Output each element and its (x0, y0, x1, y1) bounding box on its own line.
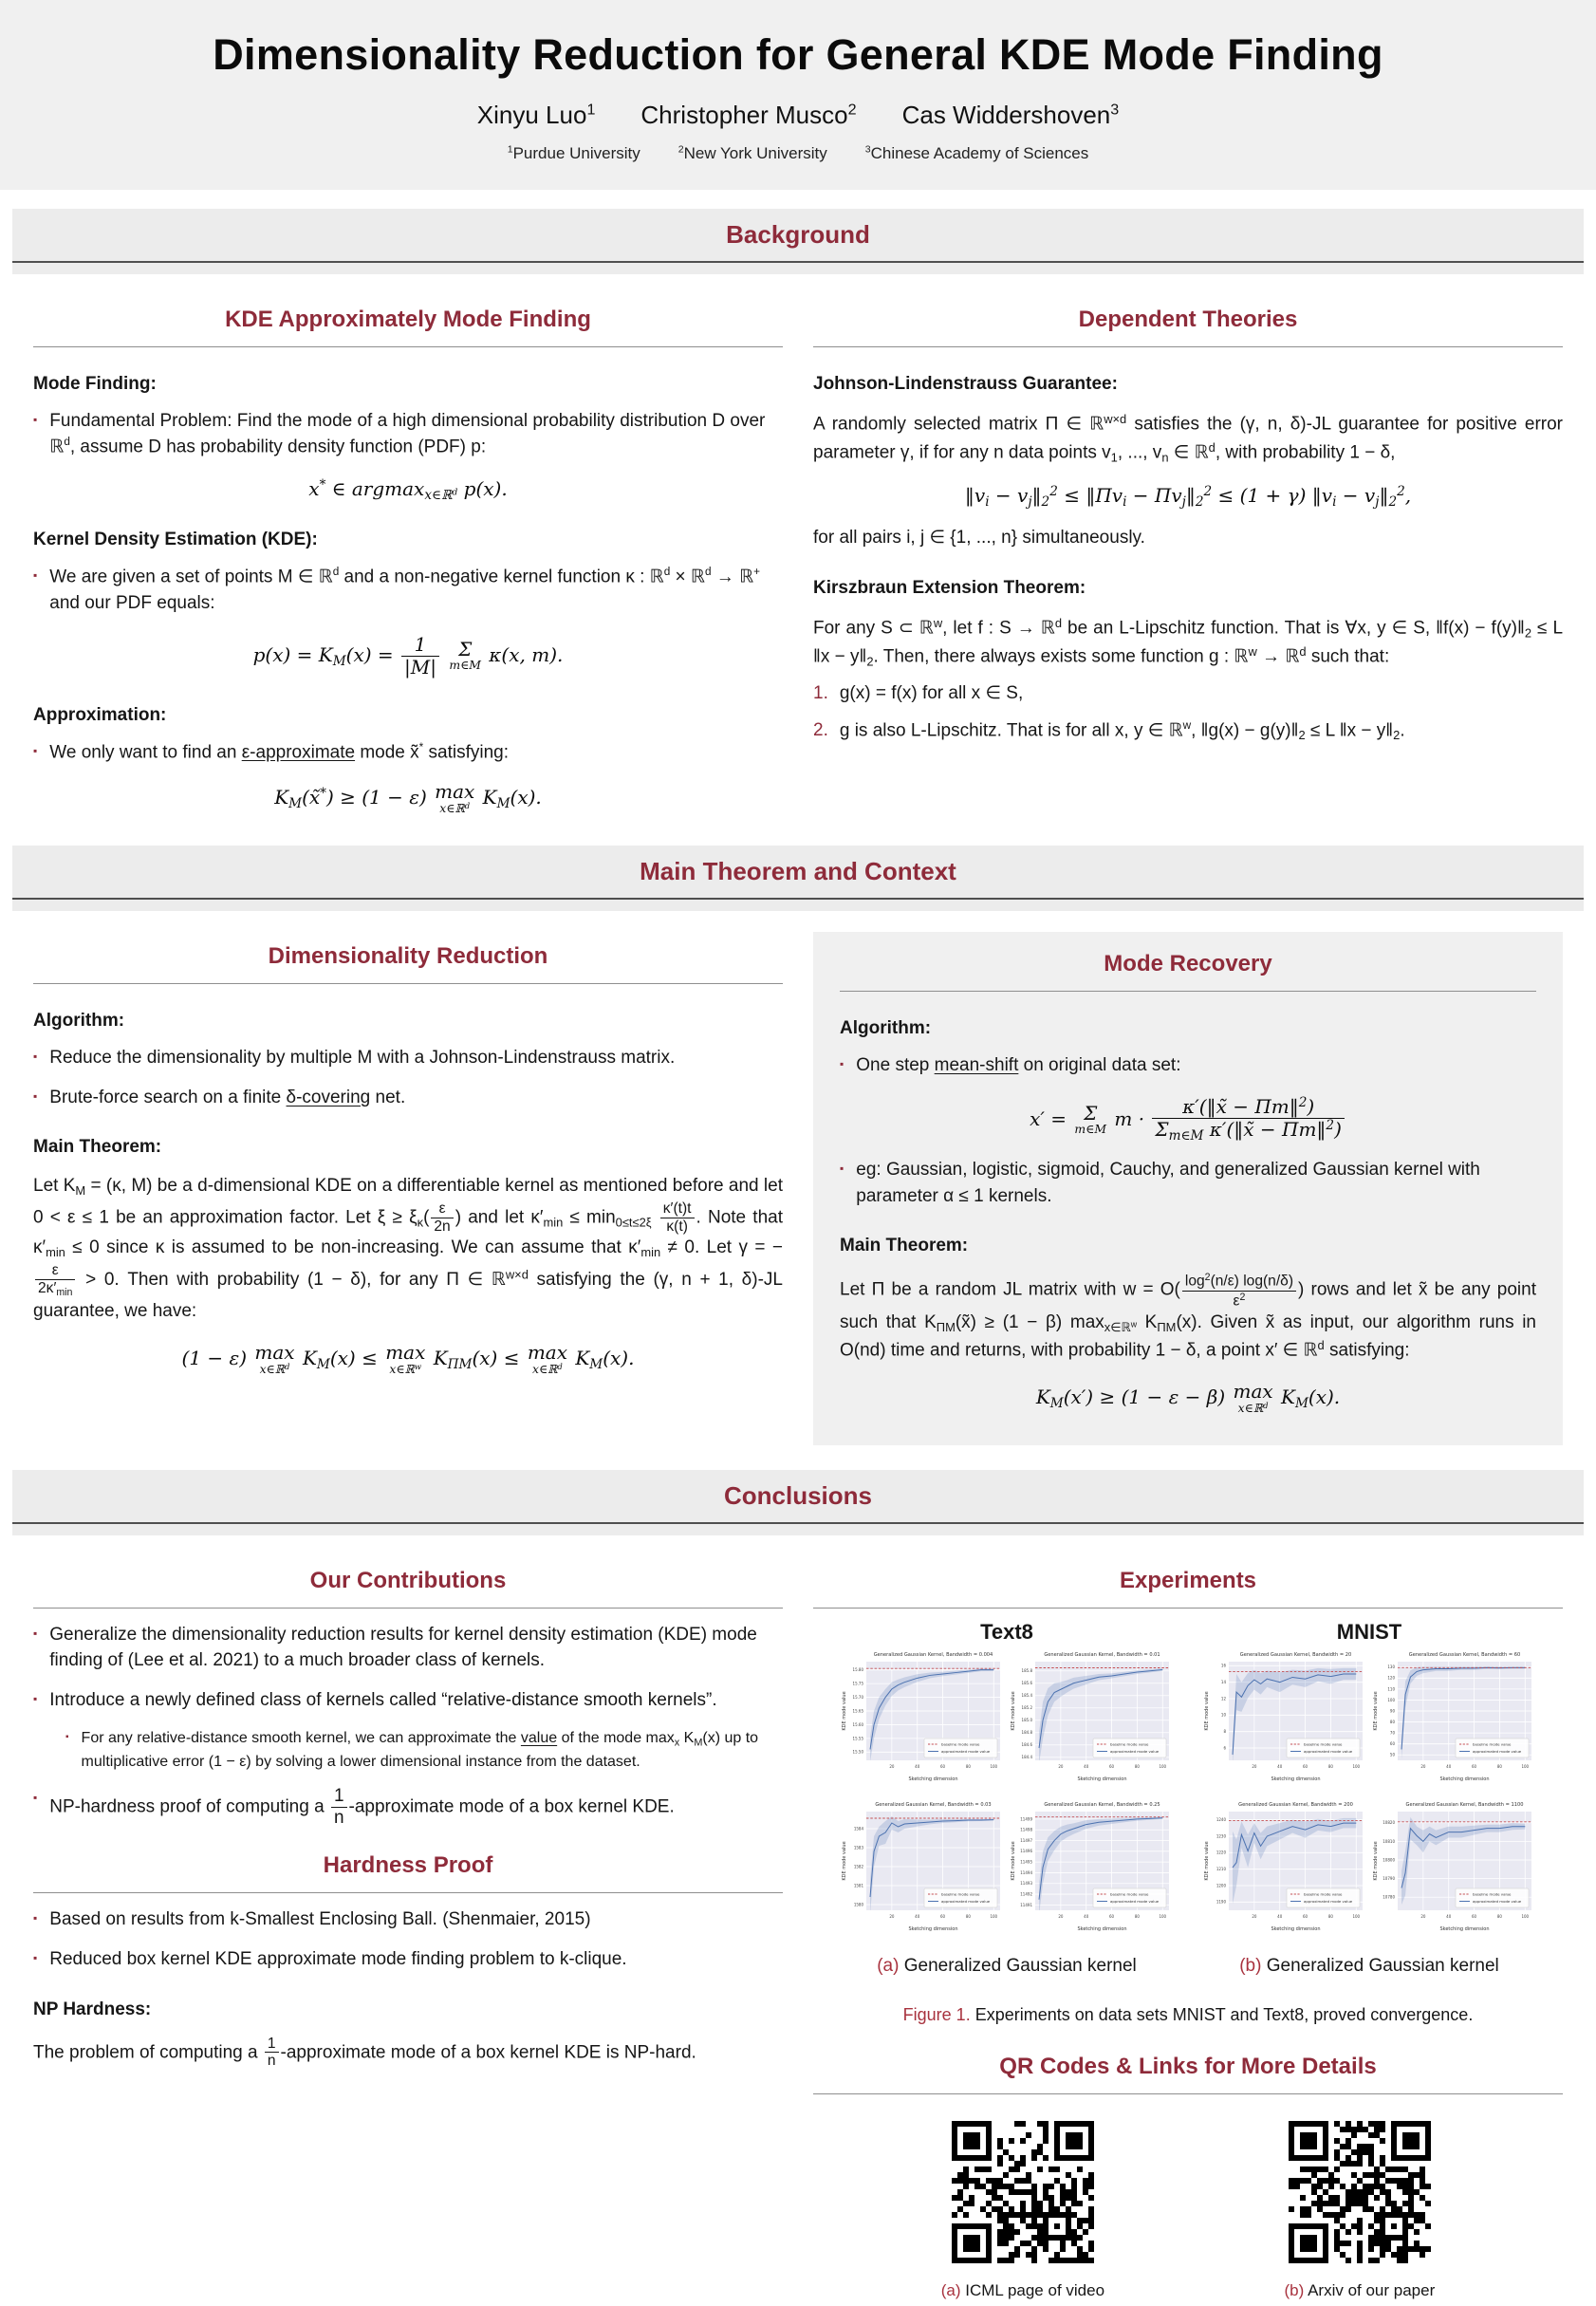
svg-text:11497: 11497 (1020, 1837, 1032, 1843)
svg-text:approximated mode value: approximated mode value (1304, 1898, 1353, 1904)
svg-text:60: 60 (1109, 1763, 1115, 1769)
author: Cas Widdershoven$^3$ (901, 101, 1120, 129)
affiliation: $^2$New York University (677, 143, 827, 162)
svg-text:10820: 10820 (1383, 1820, 1395, 1826)
svg-text:15.60: 15.60 (852, 1721, 863, 1727)
bullet-icon: ▪ (33, 568, 38, 583)
experiment-subplot (1007, 1646, 1176, 1796)
svg-text:185.4: 185.4 (1021, 1693, 1032, 1699)
qr-caption: (b) Arxiv of our paper (1284, 2280, 1436, 2299)
svg-text:11495: 11495 (1020, 1859, 1032, 1865)
bullet-item: ▪ Reduce the dimensionality by multiple M with a Johnson-Lindenstrauss matrix. (33, 1045, 783, 1071)
svg-text:40: 40 (915, 1913, 920, 1919)
section-band-main-theorem (12, 846, 1584, 900)
svg-text:Generalized Gaussian Kernel, B: Generalized Gaussian Kernel, Bandwidth = 0.25 (1044, 1801, 1160, 1808)
bullet-icon: ▪ (65, 1731, 69, 1742)
svg-text:baseline mode value: baseline mode value (941, 1741, 980, 1747)
svg-text:1583: 1583 (853, 1845, 863, 1850)
svg-text:184.6: 184.6 (1021, 1742, 1032, 1748)
svg-text:1190: 1190 (1216, 1899, 1226, 1905)
svg-text:Sketching dimension: Sketching dimension (1271, 1776, 1321, 1782)
plot-grid (1200, 1646, 1538, 1946)
author: Christopher Musco$^2$ (640, 101, 857, 129)
equation-mean-shift: x′ = Σ m∈M m · $\frac{\kappa'(‖x̃ - \Pi m‖^2)}{\Sigma_{m\in M} \kappa'(‖x̃ - \Pi m‖^2)}$ (840, 1096, 1536, 1144)
svg-text:8: 8 (1223, 1728, 1226, 1734)
kirszbraun-text: For any S ⊂ ℝ$^w$, let f : S → ℝ$^d$ be an L-Lipschitz function. That is ∀x, y ∈ S, ‖f(x) − $f(y)‖_2 \le L$ ‖x − $y‖_2$. Then, there always exists some function g : ℝ$^w$ → ℝ$^d$ such that: (813, 616, 1564, 669)
kde-label: Kernel Density Estimation (KDE): (33, 530, 318, 550)
main-theorem-columns (0, 911, 1596, 1451)
bullet-item: ▪ Generalize the dimensionality reduction results for kernel density estimation (KDE) mode finding of (Lee et al. 2021) to a much broader class of kernels. (33, 1622, 783, 1674)
column-header: Our Contributions (309, 1567, 507, 1593)
svg-text:60: 60 (1303, 1913, 1308, 1919)
svg-text:approximated mode value: approximated mode value (1110, 1898, 1160, 1904)
bullet-item: ▪ NP-hardness proof of computing a $\frac{1}{n}$ -approximate mode of a box kernel KDE. (33, 1785, 675, 1828)
svg-text:60: 60 (1472, 1913, 1477, 1919)
svg-text:100: 100 (1387, 1697, 1395, 1702)
experiment-subplot (838, 1646, 1007, 1796)
equation-approx-mode: $K_M(x̃^*) \ge (1 - \varepsilon)$ max x∈ℝ$^d$ $K_M(x)$. (274, 780, 542, 816)
svg-text:100: 100 (1159, 1763, 1167, 1769)
svg-text:185.0: 185.0 (1021, 1718, 1032, 1723)
svg-text:185.8: 185.8 (1021, 1668, 1032, 1674)
section-band-conclusions (12, 1470, 1584, 1524)
section-title: Background (726, 219, 870, 249)
subcaption: (b) Generalized Gaussian kernel (1239, 1955, 1499, 1976)
main-theorem-text: Let $K_M = (\kappa$, M) be a d-dimensional KDE on a differentiable kernel as mentioned before and let 0 < ε ≤ 1 be an approximation factor. Let $\xi \ge \xi_\kappa$( $\frac{\varepsilon}{2n}$ ) and let $\kappa'_{min} \le \min_{0\le t\le 2\xi}$ $\frac{\kappa'(t)t}{\kappa(t)}$ . Note that $\kappa'_{min} \le 0$ since κ is assumed to be non-increasing. We can assume that $\kappa'_{min} \ne 0$. Let γ = − $\frac{\varepsilon}{2\kappa'_{min}}$ > 0. Then with probability (1 − δ), for any Π ∈ ℝ$^{w\times d}$ satisfying the (γ, n + 1, δ)-JL guarantee, we have: (33, 1176, 784, 1322)
mode-recovery-box (813, 932, 1563, 1445)
svg-text:20: 20 (1058, 1763, 1064, 1769)
svg-text:Sketching dimension: Sketching dimension (1077, 1925, 1127, 1932)
svg-text:1240: 1240 (1216, 1816, 1226, 1822)
svg-text:KDE mode value: KDE mode value (1373, 1841, 1379, 1881)
bullet-item: ▪ Based on results from k-Smallest Enclosing Ball. (Shenmaier, 2015) (33, 1906, 783, 1933)
svg-text:20: 20 (1058, 1913, 1064, 1919)
experiment-groups (813, 1620, 1563, 1977)
np-hardness-text: The problem of computing a $\frac{1}{n}$ -approximate mode of a box kernel KDE is NP-hard. (33, 2035, 696, 2070)
svg-text:Sketching dimension: Sketching dimension (908, 1925, 958, 1932)
experiment-subplot (1007, 1796, 1176, 1946)
header-rule (813, 2093, 1563, 2094)
column-header: Mode Recovery (1104, 951, 1272, 977)
main-theorem-label: Main Theorem: (33, 1137, 162, 1158)
svg-text:80: 80 (1327, 1913, 1333, 1919)
svg-text:12: 12 (1220, 1696, 1226, 1702)
svg-text:baseline mode value: baseline mode value (1110, 1891, 1149, 1897)
svg-text:40: 40 (1446, 1763, 1452, 1769)
svg-text:1210: 1210 (1216, 1866, 1226, 1871)
svg-text:20: 20 (1252, 1913, 1257, 1919)
svg-text:184.4: 184.4 (1021, 1755, 1032, 1760)
svg-text:40: 40 (1084, 1763, 1089, 1769)
svg-text:1200: 1200 (1216, 1883, 1226, 1888)
svg-text:20: 20 (1420, 1763, 1426, 1769)
jl-after-text: for all pairs i, j ∈ {1, ..., n} simultaneously. (813, 527, 1145, 548)
experiment-subplot (1369, 1796, 1538, 1946)
bullet-icon: ▪ (840, 1057, 844, 1071)
svg-text:approximated mode value: approximated mode value (1473, 1748, 1522, 1754)
svg-text:11496: 11496 (1020, 1849, 1032, 1854)
affiliation-list (0, 143, 1596, 163)
column-header: KDE Approximately Mode Finding (225, 306, 591, 332)
plot-grid (838, 1646, 1176, 1946)
svg-text:110: 110 (1387, 1686, 1395, 1692)
jl-guarantee-label: Johnson-Lindenstrauss Guarantee: (813, 373, 1118, 394)
svg-text:15.55: 15.55 (852, 1736, 863, 1741)
svg-text:15.65: 15.65 (852, 1708, 863, 1714)
main-theorem-label: Main Theorem: (840, 1236, 969, 1256)
subcaption: (a) Generalized Gaussian kernel (877, 1955, 1137, 1976)
svg-text:KDE mode value: KDE mode value (1373, 1691, 1379, 1731)
svg-text:80: 80 (1496, 1913, 1502, 1919)
svg-text:approximated mode value: approximated mode value (1473, 1898, 1522, 1904)
dataset-title: MNIST (1336, 1619, 1402, 1644)
equation-jl: $‖v_i$ − $v_j‖_2^2$ ≤ $‖\Pi v_i$ − $\Pi v_j‖_2^2 \le (1 + \gamma)$ $‖v_i$ − $v_j‖_2^2$, (964, 483, 1412, 510)
svg-text:Generalized Gaussian Kernel, B: Generalized Gaussian Kernel, Bandwidth = 200 (1238, 1801, 1353, 1808)
author: Xinyu Luo$^1$ (476, 101, 596, 129)
bullet-item: ▪ Reduced box kernel KDE approximate mode finding problem to k-clique. (33, 1946, 783, 1973)
qr-item-video (941, 2121, 1104, 2300)
svg-text:1580: 1580 (853, 1902, 863, 1907)
svg-text:10780: 10780 (1383, 1894, 1395, 1900)
svg-text:Generalized Gaussian Kernel, B: Generalized Gaussian Kernel, Bandwidth = 0.01 (1044, 1651, 1160, 1658)
numbered-item: 1. g(x) = f(x) for all x ∈ S, (813, 683, 1024, 704)
svg-text:60: 60 (1109, 1913, 1115, 1919)
svg-text:185.2: 185.2 (1021, 1705, 1032, 1711)
svg-text:60: 60 (1389, 1740, 1395, 1746)
experiments-column (813, 1556, 1563, 2300)
section-title: Main Theorem and Context (640, 857, 956, 886)
dependent-theories-column (813, 295, 1563, 745)
qr-item-arxiv (1285, 2121, 1436, 2300)
header-rule (33, 983, 783, 984)
svg-text:11491: 11491 (1020, 1902, 1032, 1907)
svg-text:6: 6 (1223, 1745, 1226, 1751)
algorithm-label: Algorithm: (840, 1018, 932, 1039)
equation-sandwich: (1 − ε) max x∈ℝ$^d$ $K_M(x)$ ≤ max x∈ℝ$^w$ $K_{\Pi M}(x)$ ≤ max x∈ℝ$^d$ $K_M(x)$. (181, 1340, 635, 1376)
svg-text:80: 80 (1134, 1913, 1140, 1919)
bullet-icon: ▪ (33, 1691, 38, 1705)
svg-text:Generalized Gaussian Kernel, B: Generalized Gaussian Kernel, Bandwidth = 1100 (1405, 1801, 1524, 1808)
qr-code-arxiv-paper (1289, 2121, 1431, 2263)
bullet-icon: ▪ (33, 1911, 38, 1925)
experiment-subplot (1200, 1646, 1369, 1796)
svg-text:80: 80 (1496, 1763, 1502, 1769)
column-header: Hardness Proof (323, 1852, 493, 1879)
section-band-tail (12, 1524, 1584, 1535)
svg-text:baseline mode value: baseline mode value (1304, 1891, 1343, 1897)
poster-title: Dimensionality Reduction for General KDE Mode Finding (213, 30, 1383, 79)
svg-text:11499: 11499 (1020, 1816, 1032, 1822)
mode-recovery-column (813, 932, 1563, 1445)
svg-text:KDE mode value: KDE mode value (1204, 1691, 1210, 1731)
bullet-icon: ▪ (33, 1790, 38, 1804)
mode-finding-label: Mode Finding: (33, 373, 157, 394)
svg-text:80: 80 (965, 1913, 971, 1919)
column-header: Dimensionality Reduction (268, 943, 548, 970)
svg-text:KDE mode value: KDE mode value (1204, 1841, 1210, 1881)
svg-text:60: 60 (940, 1763, 946, 1769)
svg-text:40: 40 (1084, 1913, 1089, 1919)
bullet-icon: ▪ (33, 1050, 38, 1064)
svg-text:Generalized Gaussian Kernel, B: Generalized Gaussian Kernel, Bandwidth = 0.03 (875, 1801, 992, 1808)
bullet-item: ▪ Introduce a newly defined class of kernels called “relative-distance smooth kernels”. (33, 1687, 783, 1714)
algorithm-label: Algorithm: (33, 1011, 125, 1032)
equation-recovery: $K_M(x') \ge (1 - \varepsilon - \beta)$ max x∈ℝ$^d$ $K_M(x)$. (1035, 1380, 1341, 1416)
svg-text:80: 80 (1134, 1763, 1140, 1769)
qr-code-icml-video (952, 2121, 1094, 2263)
svg-text:Sketching dimension: Sketching dimension (1439, 1925, 1490, 1932)
svg-text:40: 40 (915, 1763, 920, 1769)
contributions-column (33, 1556, 783, 2070)
bullet-icon: ▪ (33, 1626, 38, 1640)
header-rule (813, 346, 1563, 347)
svg-text:40: 40 (1446, 1913, 1452, 1919)
experiment-subplot (1200, 1796, 1369, 1946)
svg-text:16: 16 (1220, 1663, 1226, 1668)
svg-text:15.75: 15.75 (852, 1681, 863, 1686)
column-header: Experiments (1119, 1567, 1257, 1593)
svg-text:Sketching dimension: Sketching dimension (908, 1776, 958, 1782)
main-theorem-text: Let Π be a random JL matrix with w = O( $\frac{\log^2(n/\varepsilon) \log(n/\delta)}{\varepsilon^2}$ ) rows and let x̃ be any point such that $K_{\Pi M}(x̃) \ge (1 - \beta)$ $\max_{x\in ℝ^w} K_{\Pi M}(x)$. Given x̃ as input, our algorithm runs in O(nd) time and returns, with probability 1 − δ, a point x′ ∈ ℝ$^d$ satisfying: (840, 1272, 1537, 1361)
svg-text:184.8: 184.8 (1021, 1730, 1032, 1736)
svg-text:Sketching dimension: Sketching dimension (1077, 1776, 1127, 1782)
svg-text:15.80: 15.80 (852, 1666, 863, 1672)
svg-text:80: 80 (1389, 1719, 1395, 1724)
experiment-subplot (838, 1796, 1007, 1946)
svg-text:11492: 11492 (1020, 1891, 1032, 1897)
svg-text:approximated mode value: approximated mode value (941, 1898, 991, 1904)
svg-text:185.6: 185.6 (1021, 1681, 1032, 1686)
svg-text:approximated mode value: approximated mode value (1304, 1748, 1353, 1754)
section-band-tail (12, 900, 1584, 911)
bullet-item: ▪ eg: Gaussian, logistic, sigmoid, Cauchy, and generalized Gaussian kernel with parameter α ≤ 1 kernels. (840, 1157, 1536, 1209)
jl-guarantee-text: A randomly selected matrix Π ∈ ℝ$^{w\times d}$ satisfies the (γ, n, δ)-JL guarantee for positive error parameter γ, if for any n data points $v_1$, ..., $v_n$ ∈ ℝ$^d$, with probability 1 − δ, (813, 411, 1564, 464)
dimensionality-reduction-column (33, 932, 783, 1381)
qr-caption: (a) ICML page of video (940, 2280, 1105, 2299)
svg-text:KDE mode value: KDE mode value (1011, 1691, 1016, 1731)
section-band-tail (12, 263, 1584, 274)
svg-text:KDE mode value: KDE mode value (1011, 1841, 1016, 1881)
svg-text:60: 60 (940, 1913, 946, 1919)
affiliation: $^1$Purdue University (507, 143, 640, 162)
svg-text:90: 90 (1389, 1708, 1395, 1714)
svg-text:Sketching dimension: Sketching dimension (1439, 1776, 1490, 1782)
svg-text:KDE mode value: KDE mode value (842, 1841, 847, 1881)
svg-text:15.50: 15.50 (852, 1749, 863, 1755)
svg-text:60: 60 (1472, 1763, 1477, 1769)
svg-text:20: 20 (889, 1913, 895, 1919)
svg-text:80: 80 (1327, 1763, 1333, 1769)
svg-text:10: 10 (1220, 1712, 1226, 1718)
svg-text:40: 40 (1277, 1763, 1283, 1769)
svg-text:10790: 10790 (1383, 1875, 1395, 1881)
svg-text:1581: 1581 (853, 1883, 863, 1888)
bullet-item: ▪ We only want to find an ε-approximate mode x̃* satisfying: (33, 739, 783, 766)
svg-text:40: 40 (1277, 1913, 1283, 1919)
svg-text:70: 70 (1389, 1730, 1395, 1736)
svg-text:100: 100 (1521, 1763, 1530, 1769)
equation-argmax: x* ∈ argmax$_{x\in ℝ^d}$ p(x). (308, 477, 508, 504)
conclusions-columns (0, 1535, 1596, 2306)
experiment-subplot (1369, 1646, 1538, 1796)
svg-text:10810: 10810 (1383, 1838, 1395, 1844)
affiliation: $^3$Chinese Academy of Sciences (864, 143, 1089, 162)
section-band-background (12, 209, 1584, 263)
svg-text:15.70: 15.70 (852, 1694, 863, 1700)
svg-text:100: 100 (990, 1913, 998, 1919)
qr-row (813, 2121, 1563, 2300)
np-hardness-label: NP Hardness: (33, 1999, 152, 2019)
svg-text:baseline mode value: baseline mode value (941, 1891, 980, 1897)
bullet-item: ▪ Brute-force search on a finite δ-covering net. (33, 1085, 783, 1111)
approximation-label: Approximation: (33, 704, 167, 725)
svg-text:10800: 10800 (1383, 1857, 1395, 1863)
header-rule (33, 1892, 783, 1893)
bullet-icon: ▪ (33, 743, 38, 757)
svg-text:baseline mode value: baseline mode value (1473, 1891, 1512, 1897)
figure-caption: Figure 1. Experiments on data sets MNIST and Text8, proved convergence. (902, 2004, 1474, 2024)
experiment-group-text8 (838, 1620, 1176, 1977)
svg-text:130: 130 (1387, 1664, 1395, 1670)
svg-text:Generalized Gaussian Kernel, B: Generalized Gaussian Kernel, Bandwidth = 60 (1408, 1651, 1521, 1658)
kirszbraun-label: Kirszbraun Extension Theorem: (813, 578, 1086, 599)
column-header: Dependent Theories (1078, 306, 1298, 332)
section-title: Conclusions (723, 1480, 872, 1510)
bullet-icon: ▪ (840, 1162, 844, 1176)
equation-kde: $p(x) = K_M(x)$ = $\frac{1}{|M|}$ Σ m∈M κ(x, m). (252, 632, 564, 679)
svg-text:Generalized Gaussian Kernel, B: Generalized Gaussian Kernel, Bandwidth = 20 (1239, 1651, 1352, 1658)
bullet-icon: ▪ (33, 1950, 38, 1964)
experiment-group-mnist (1200, 1620, 1538, 1977)
svg-text:KDE mode value: KDE mode value (842, 1691, 847, 1731)
svg-text:Sketching dimension: Sketching dimension (1271, 1925, 1321, 1932)
bullet-icon: ▪ (33, 1088, 38, 1103)
poster-header (0, 0, 1596, 190)
column-header: QR Codes & Links for More Details (999, 2053, 1377, 2079)
svg-text:approximated mode value: approximated mode value (1110, 1748, 1160, 1754)
bullet-item: ▪ Fundamental Problem: Find the mode of a high dimensional probability distribution D over ℝ$^d$, assume D has probability density function (PDF) p: (33, 408, 783, 460)
svg-text:baseline mode value: baseline mode value (1473, 1741, 1512, 1747)
svg-text:1220: 1220 (1216, 1850, 1226, 1855)
bullet-item: ▪ One step mean-shift on original data set: (840, 1052, 1536, 1079)
kde-mode-finding-column (33, 295, 783, 821)
bullet-item: ▪ We are given a set of points M ∈ ℝ$^d$ and a non-negative kernel function κ : ℝ$^d$ × ℝ$^d$ → ℝ+ and our PDF equals: (33, 564, 783, 616)
header-rule (33, 346, 783, 347)
svg-text:approximated mode value: approximated mode value (941, 1748, 991, 1754)
svg-text:50: 50 (1389, 1752, 1395, 1757)
header-rule (33, 1608, 783, 1609)
svg-text:1582: 1582 (853, 1864, 863, 1869)
header-rule (813, 1608, 1563, 1609)
svg-text:20: 20 (889, 1763, 895, 1769)
svg-text:20: 20 (1252, 1763, 1257, 1769)
svg-text:11494: 11494 (1020, 1869, 1032, 1875)
svg-text:100: 100 (1352, 1763, 1361, 1769)
author-list (0, 101, 1596, 130)
header-rule (840, 991, 1536, 992)
sub-bullet-item: ▪ For any relative-distance smooth kernel, we can approximate the value of the mode $\max_x K_M(x)$ up to multiplicative error (1 − ε) by solving a lower dimensional instance from the dataset. (65, 1727, 783, 1773)
svg-text:1230: 1230 (1216, 1833, 1226, 1839)
bullet-icon: ▪ (33, 412, 38, 426)
svg-text:11498: 11498 (1020, 1827, 1032, 1832)
background-columns (0, 274, 1596, 827)
svg-text:Generalized Gaussian Kernel, B: Generalized Gaussian Kernel, Bandwidth = 0.004 (873, 1651, 993, 1658)
svg-text:20: 20 (1420, 1913, 1426, 1919)
svg-text:120: 120 (1387, 1675, 1395, 1681)
svg-text:1584: 1584 (853, 1826, 863, 1832)
svg-text:100: 100 (990, 1763, 998, 1769)
svg-text:60: 60 (1303, 1763, 1308, 1769)
svg-text:11493: 11493 (1020, 1881, 1032, 1887)
svg-text:baseline mode value: baseline mode value (1110, 1741, 1149, 1747)
svg-text:100: 100 (1159, 1913, 1167, 1919)
numbered-item: 2. g is also L-Lipschitz. That is for all x, y ∈ ℝ$^w$, ‖g(x) − $g(y)‖_2 \le L$ ‖x − $y‖_2$. (813, 718, 1405, 742)
dataset-title: Text8 (980, 1619, 1033, 1644)
svg-text:14: 14 (1220, 1679, 1226, 1684)
svg-text:80: 80 (965, 1763, 971, 1769)
svg-text:baseline mode value: baseline mode value (1304, 1741, 1343, 1747)
svg-text:100: 100 (1521, 1913, 1530, 1919)
svg-text:100: 100 (1352, 1913, 1361, 1919)
